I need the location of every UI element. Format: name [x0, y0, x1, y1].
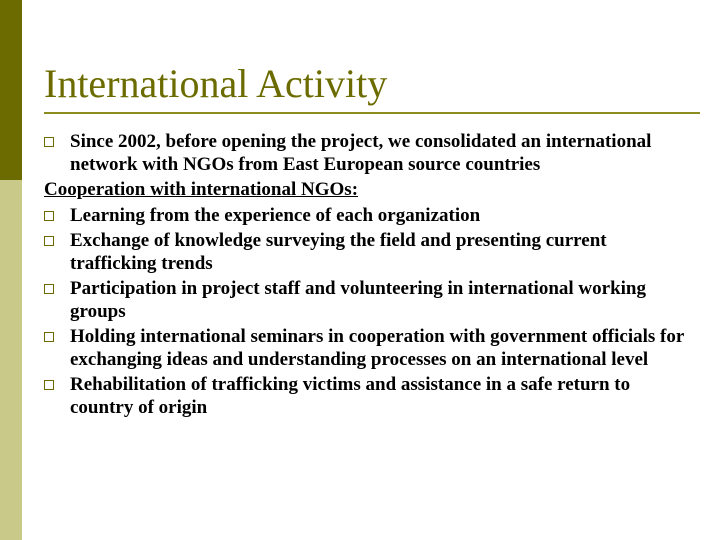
- square-bullet-icon: [44, 236, 54, 246]
- bullet-item-intro: [44, 131, 694, 176]
- slide-title: International Activity: [44, 61, 388, 106]
- decorative-bar-light: [0, 180, 22, 540]
- cooperation-subheading: Cooperation with international NGOs:: [44, 179, 359, 200]
- bullet-item: [44, 278, 694, 323]
- bullet-text: Since 2002, before opening the project, we consolidated an international network with NGOs from East European source countries: [70, 131, 652, 175]
- bullet-text: Exchange of knowledge surveying the field and presenting current trafficking trends: [70, 230, 607, 274]
- bullet-item: [44, 326, 694, 371]
- square-bullet-icon: [44, 332, 54, 342]
- bullet-text: Participation in project staff and volunteering in international working groups: [70, 278, 646, 322]
- bullet-text: Holding international seminars in cooperation with government officials for exchanging ideas and understanding processes on an international level: [70, 326, 684, 370]
- bullet-text: Learning from the experience of each organization: [70, 204, 481, 226]
- title-divider: [44, 112, 700, 114]
- square-bullet-icon: [44, 284, 54, 294]
- bullet-item: [44, 205, 694, 228]
- bullet-item: [44, 374, 694, 419]
- square-bullet-icon: [44, 380, 54, 390]
- bullet-text: Rehabilitation of trafficking victims and assistance in a safe return to country of origin: [70, 374, 631, 418]
- square-bullet-icon: [44, 211, 54, 221]
- decorative-bar-dark: [0, 0, 22, 180]
- bullet-item: [44, 230, 694, 275]
- square-bullet-icon: [44, 137, 54, 147]
- slide-content: [44, 131, 694, 422]
